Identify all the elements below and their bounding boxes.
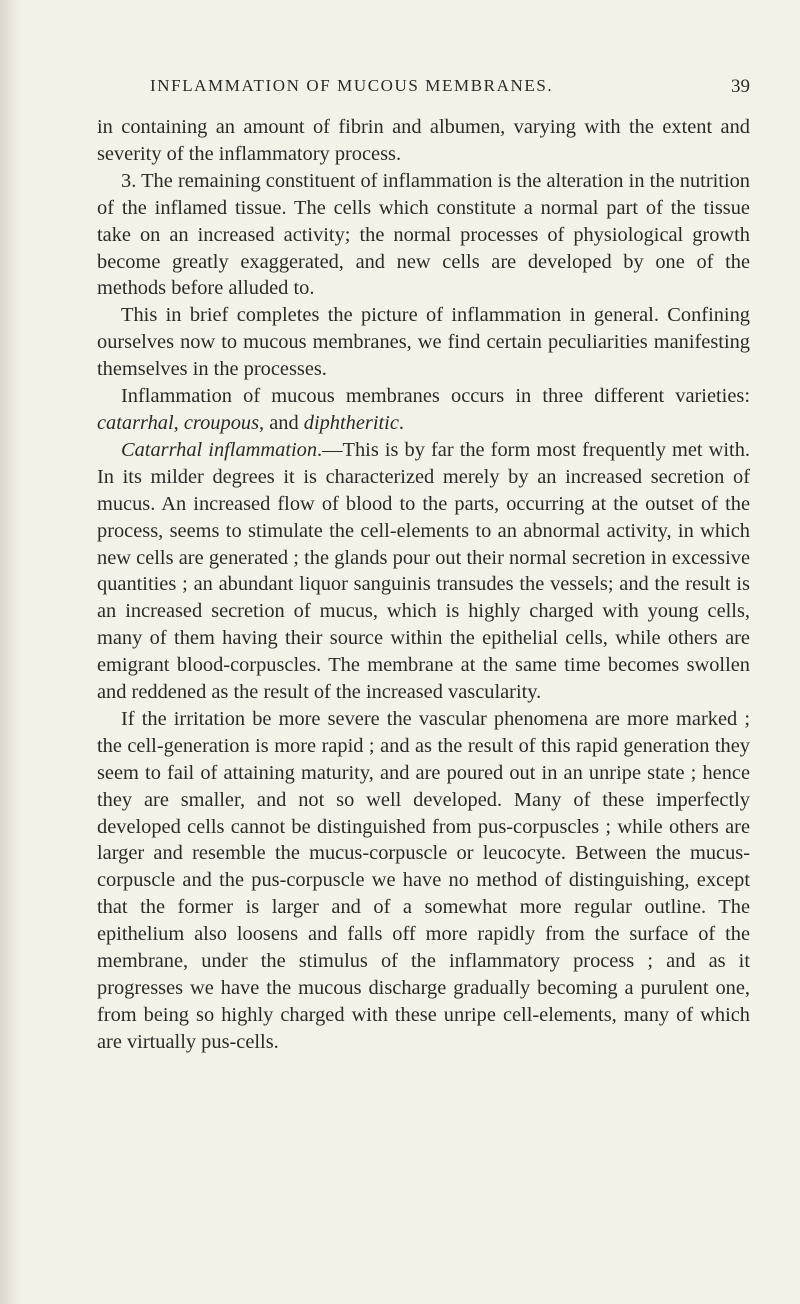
varieties-end: . [398,411,405,434]
body-text [97,114,750,1056]
paragraph-continuation: in containing an amount of fibrin and albumen, varying with the extent and severity of the inflammatory process. [97,116,750,165]
variety-croupous: croupous [183,411,260,434]
variety-diphtheritic: diphtheritic [303,411,399,434]
varieties-lead: Inflammation of mucous membranes occurs in three different varieties: [121,385,750,408]
page-number: 39 [731,76,750,97]
paragraph-catarrhal [97,437,750,706]
running-title: INFLAMMATION OF MUCOUS MEMBRANES. [150,76,554,95]
section-heading-catarrhal: Catarrhal inflammation [121,438,318,461]
varieties-separator: , and [259,411,304,434]
variety-catarrhal: catarrhal [97,411,174,434]
paragraph-alteration: 3. The remaining constituent of inflammation is the alteration in the nutrition of the inflamed tissue. The cells which constitute a normal part of the tissue take on an increased activity; the normal processes of physiological growth become greatly exaggerated, and new cells are developed by one of the methods before alluded to. [97,169,750,300]
running-head [150,76,750,106]
varieties-separator: , [173,411,184,434]
paragraph-varieties [97,383,750,437]
paragraph-severe-irritation: If the irritation be more severe the vascular phenomena are more marked ; the cell-generation is more rapid ; and as the result of this rapid generation they seem to fail of attaining maturity, and are poured out in an unripe state ; hence they are smaller, and not so well developed. Many of these imperfectly developed cells cannot be distinguished from pus-corpuscles ; while others are larger and resemble the mucus-corpuscle or leucocyte. Between the mucus-corpuscle and the pus-corpuscle we have no method of distinguishing, except that the former is larger and of a somewhat more regular outline. The epithelium also loosens and falls off more rapidly from the surface of the membrane, under the stimulus of the inflammatory process ; and as it progresses we have the mucous discharge gradually becoming a purulent one, from being so highly charged with these unripe cell-elements, many of which are virtually pus-cells. [97,707,750,1053]
paragraph-summary: This in brief completes the picture of inflammation in general. Confining ourselves now to mucous membranes, we find certain peculiarities manifesting themselves in the processes. [97,304,750,381]
catarrhal-text: .—This is by far the form most frequently met with. In its milder degrees it is characterized merely by an increased secretion of mucus. An increased flow of blood to the parts, occurring at the outset of the process, seems to stimulate the cell-elements to an abnormal activity, in which new cells are generated ; the glands pour out their normal secretion in excessive quantities ; an abundant liquor sanguinis transudes the vessels; and the result is an increased secretion of mucus, which is highly charged with young cells, many of them having their source within the epithelial cells, while others are emigrant blood-corpuscles. The membrane at the same time becomes swollen and reddened as the result of the increased vascularity. [97,438,750,704]
binding-gutter [0,0,22,1304]
